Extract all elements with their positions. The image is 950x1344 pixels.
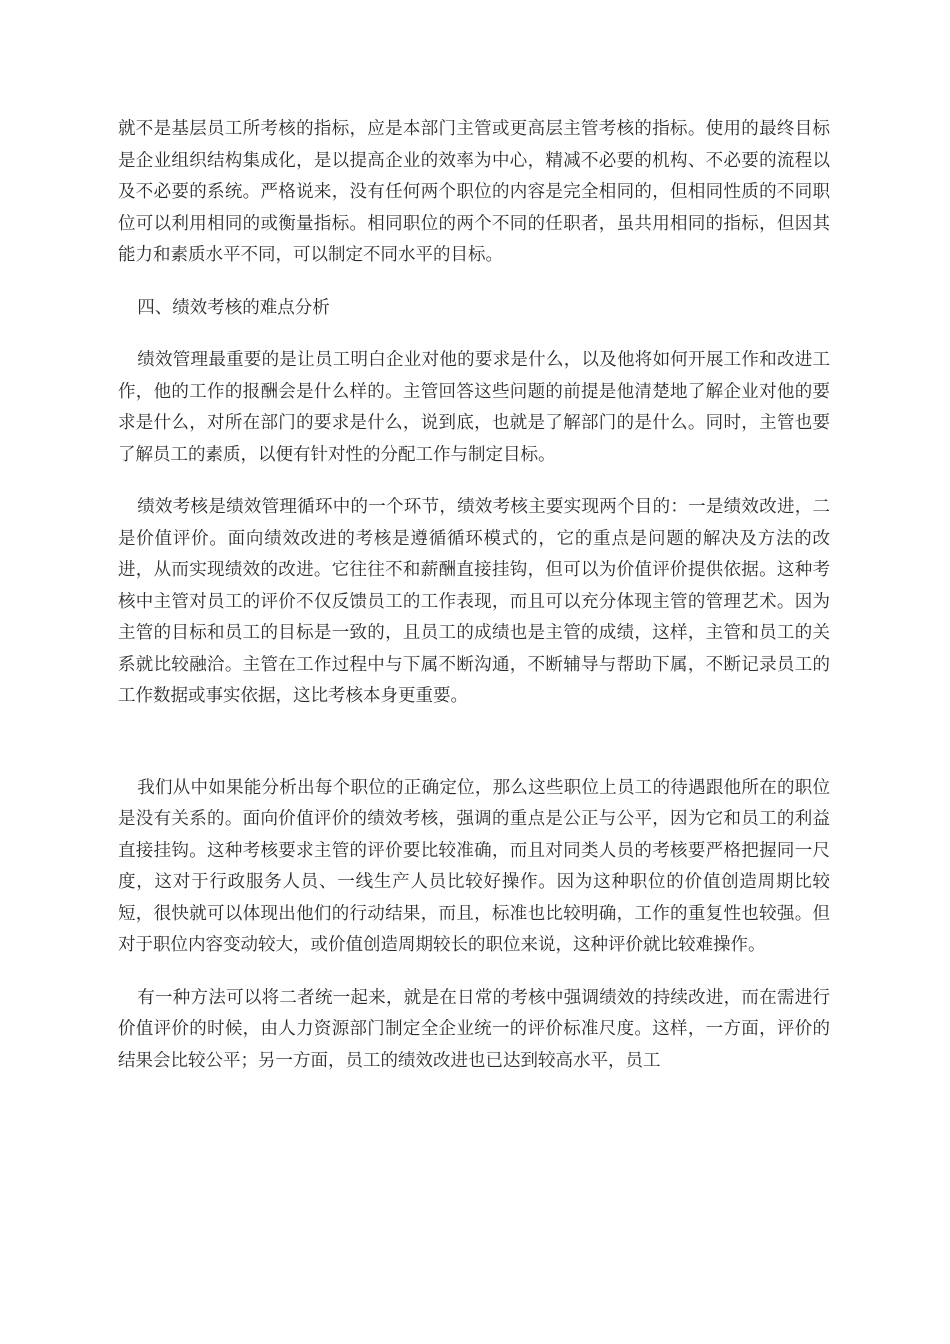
paragraph-2: 绩效考核是绩效管理循环中的一个环节，绩效考核主要实现两个目的：一是绩效改进，二是价值评价。面向绩效改进的考核是遵循循环模式的，它的重点是问题的解决及方法的改进，从而实现绩效的改进。它往往不和薪酬直接挂钩，但可以为价值评价提供依据。这种考核中主管对员工的评价不仅反馈员工的工作表现，而且可以充分体现主管的管理艺术。因为主管的目标和员工的目标是一致的，且员工的成绩也是主管的成绩，这样，主管和员工的关系就比较融洽。主管在工作过程中与下属不断沟通，不断辅导与帮助下属，不断记录员工的工作数据或事实依据，这比考核本身更重要。 bbox=[118, 497, 830, 706]
document-page bbox=[118, 114, 830, 1098]
paragraph-1: 绩效管理最重要的是让员工明白企业对他的要求是什么，以及他将如何开展工作和改进工作，他的工作的报酬会是什么样的。主管回答这些问题的前提是他清楚地了解企业对他的要求是什么，对所在部门的要求是什么，说到底，也就是了解部门的是什么。同时，主管也要了解员工的素质，以便有针对性的分配工作与制定目标。 bbox=[118, 350, 830, 465]
intro-paragraph: 就不是基层员工所考核的指标，应是本部门主管或更高层主管考核的指标。使用的最终目标是企业组织结构集成化，是以提高企业的效率为中心，精减不必要的机构、不必要的流程以及不必要的系统。严格说来，没有任何两个职位的内容是完全相同的，但相同性质的不同职位可以利用相同的或衡量指标。相同职位的两个不同的任职者，虽共用相同的指标，但因其能力和素质水平不同，可以制定不同水平的目标。 bbox=[118, 119, 830, 265]
paragraph-3: 我们从中如果能分析出每个职位的正确定位，那么这些职位上员工的待遇跟他所在的职位是没有关系的。面向价值评价的绩效考核，强调的重点是公正与公平，因为它和员工的利益直接挂钩。这种考核要求主管的评价要比较准确，而且对同类人员的考核要严格把握同一尺度，这对于行政服务人员、一线生产人员比较好操作。因为这种职位的价值创造周期比较短，很快就可以体现出他们的行动结果，而且，标准也比较明确，工作的重复性也较强。但对于职位内容变动较大，或价值创造周期较长的职位来说，这种评价就比较难操作。 bbox=[118, 777, 830, 955]
paragraph-4: 有一种方法可以将二者统一起来，就是在日常的考核中强调绩效的持续改进，而在需进行价值评价的时候，由人力资源部门制定全企业统一的评价标准尺度。这样，一方面，评价的结果会比较公平；另一方面，员工的绩效改进也已达到较高水平，员工 bbox=[118, 987, 830, 1071]
section-heading: 四、绩效考核的难点分析 bbox=[137, 297, 330, 318]
